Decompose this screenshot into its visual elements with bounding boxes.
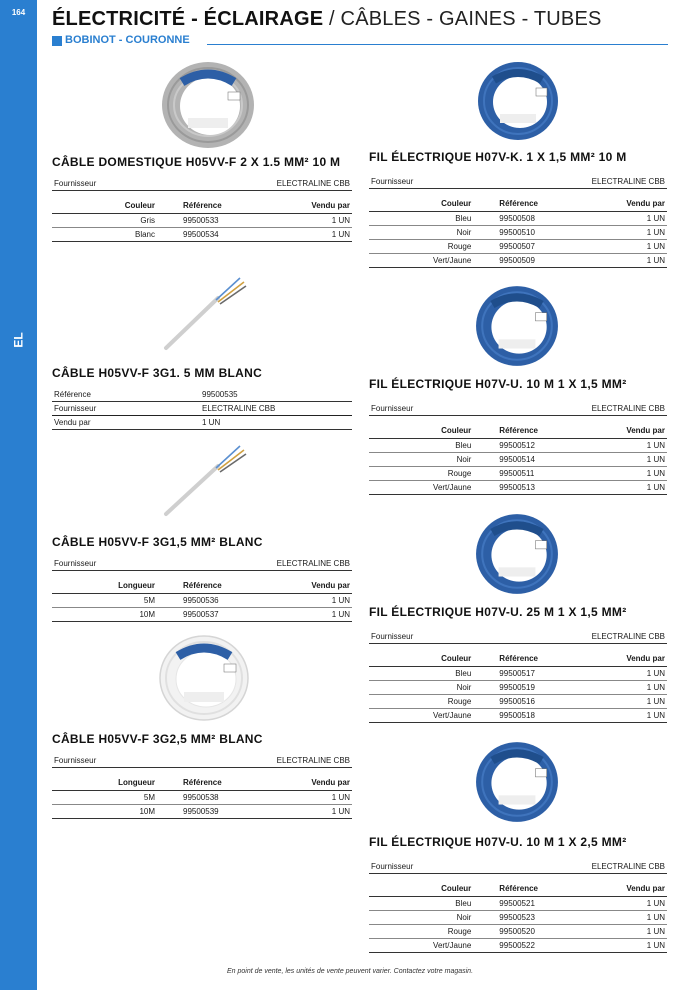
- product-table: [369, 652, 667, 723]
- supplier-label: Fournisseur: [54, 404, 97, 413]
- product-block-1: [52, 155, 352, 242]
- col-header: Vendu par: [592, 424, 667, 438]
- table-cell: Gris: [52, 213, 157, 227]
- supplier-label: Fournisseur: [54, 756, 97, 765]
- sold-by-row: [52, 416, 352, 430]
- table-cell: 1 UN: [277, 607, 352, 621]
- col-header: Vendu par: [592, 882, 667, 896]
- col-header: Référence: [157, 776, 277, 790]
- side-tag: EL: [11, 332, 26, 348]
- table-row: [52, 790, 352, 804]
- table-cell: 99500516: [473, 694, 592, 708]
- table-cell: 1 UN: [592, 452, 667, 466]
- table-cell: 1 UN: [592, 480, 667, 494]
- product-block-6: [369, 377, 667, 495]
- product-title: CÂBLE H05VV-F 3G1,5 MM² BLANC: [52, 535, 263, 549]
- product-block-5: [369, 150, 667, 268]
- table-row: [369, 225, 667, 239]
- page-number: 164: [11, 8, 26, 17]
- supplier-value: ELECTRALINE CBB: [202, 404, 276, 413]
- table-cell: 5M: [52, 593, 157, 607]
- table-cell: 99500508: [473, 211, 592, 225]
- col-header: Couleur: [52, 199, 157, 213]
- table-cell: 1 UN: [592, 708, 667, 722]
- table-cell: 1 UN: [592, 680, 667, 694]
- col-header: Vendu par: [592, 652, 667, 666]
- table-cell: Bleu: [369, 666, 473, 680]
- product-table: [369, 882, 667, 953]
- table-cell: Noir: [369, 910, 473, 924]
- blue-coil-image: [474, 740, 560, 824]
- col-header: Vendu par: [277, 199, 352, 213]
- table-cell: 99500513: [473, 480, 592, 494]
- table-row: [369, 253, 667, 267]
- table-row: [369, 708, 667, 722]
- page-title: [52, 8, 602, 31]
- table-header-row: [369, 197, 667, 211]
- sold-by-label: Vendu par: [54, 418, 91, 427]
- sold-by-value: 1 UN: [202, 418, 221, 427]
- product-title: FIL ÉLECTRIQUE H07V-U. 25 M 1 X 1,5 MM²: [369, 605, 627, 619]
- product-table: [52, 776, 352, 819]
- table-cell: 99500533: [157, 213, 277, 227]
- supplier-row: [52, 402, 352, 416]
- col-header: Référence: [473, 197, 592, 211]
- table-row: [369, 938, 667, 952]
- supplier-value: ELECTRALINE CBB: [591, 404, 665, 413]
- supplier-row: [369, 860, 667, 874]
- table-row: [52, 804, 352, 818]
- table-row: [369, 438, 667, 452]
- table-cell: 1 UN: [592, 466, 667, 480]
- table-row: [369, 480, 667, 494]
- table-cell: 99500538: [157, 790, 277, 804]
- table-cell: Blanc: [52, 227, 157, 241]
- supplier-row: [52, 754, 352, 768]
- product-title: FIL ÉLECTRIQUE H07V-U. 10 M 1 X 2,5 MM²: [369, 835, 627, 849]
- grey-coil-image: [160, 60, 256, 150]
- table-cell: Rouge: [369, 694, 473, 708]
- supplier-label: Fournisseur: [371, 632, 414, 641]
- table-row: [369, 239, 667, 253]
- reference-value: 99500535: [202, 390, 238, 399]
- supplier-row: [369, 402, 667, 416]
- supplier-label: Fournisseur: [371, 862, 414, 871]
- table-cell: 99500536: [157, 593, 277, 607]
- product-title: FIL ÉLECTRIQUE H07V-U. 10 M 1 X 1,5 MM²: [369, 377, 627, 391]
- supplier-value: ELECTRALINE CBB: [276, 179, 350, 188]
- table-row: [369, 466, 667, 480]
- reference-row: [52, 388, 352, 402]
- table-row: [369, 896, 667, 910]
- table-cell: 1 UN: [592, 666, 667, 680]
- page-title-sub: / CÂBLES - GAINES - TUBES: [323, 8, 602, 30]
- table-cell: 1 UN: [592, 239, 667, 253]
- table-cell: 99500522: [473, 938, 592, 952]
- table-cell: 1 UN: [277, 227, 352, 241]
- table-row: [369, 680, 667, 694]
- table-cell: Vert/Jaune: [369, 938, 473, 952]
- table-row: [369, 694, 667, 708]
- col-header: Vendu par: [277, 776, 352, 790]
- product-block-8: [369, 835, 667, 953]
- section-label: BOBINOT - COURONNE: [65, 34, 190, 46]
- table-row: [52, 227, 352, 241]
- table-row: [52, 213, 352, 227]
- table-cell: Rouge: [369, 924, 473, 938]
- col-header: Couleur: [369, 424, 473, 438]
- table-cell: 1 UN: [592, 910, 667, 924]
- product-block-2: [52, 366, 352, 430]
- table-cell: Bleu: [369, 438, 473, 452]
- product-title: CÂBLE H05VV-F 3G1. 5 MM BLANC: [52, 366, 263, 380]
- table-cell: 1 UN: [592, 225, 667, 239]
- supplier-value: ELECTRALINE CBB: [276, 756, 350, 765]
- product-title: CÂBLE H05VV-F 3G2,5 MM² BLANC: [52, 732, 263, 746]
- product-table: [52, 199, 352, 242]
- table-cell: 1 UN: [277, 593, 352, 607]
- supplier-label: Fournisseur: [54, 179, 97, 188]
- col-header: Référence: [157, 199, 277, 213]
- table-row: [369, 666, 667, 680]
- footnote: En point de vente, les unités de vente peuvent varier. Contactez votre magasin.: [226, 968, 474, 975]
- wire-image: [160, 272, 250, 352]
- blue-coil-image: [474, 512, 560, 596]
- table-cell: 99500523: [473, 910, 592, 924]
- col-header: Référence: [473, 424, 592, 438]
- product-block-7: [369, 605, 667, 723]
- table-row: [369, 910, 667, 924]
- table-cell: 99500509: [473, 253, 592, 267]
- reference-label: Référence: [54, 390, 91, 399]
- table-cell: 1 UN: [592, 253, 667, 267]
- table-cell: Bleu: [369, 896, 473, 910]
- table-cell: Vert/Jaune: [369, 480, 473, 494]
- section-square-icon: [52, 36, 62, 46]
- table-header-row: [369, 424, 667, 438]
- table-cell: Noir: [369, 225, 473, 239]
- supplier-row: [52, 177, 352, 191]
- table-cell: 10M: [52, 804, 157, 818]
- wire-image: [160, 440, 250, 518]
- supplier-value: ELECTRALINE CBB: [591, 632, 665, 641]
- table-cell: 99500512: [473, 438, 592, 452]
- table-cell: 99500510: [473, 225, 592, 239]
- table-row: [52, 607, 352, 621]
- table-cell: 99500537: [157, 607, 277, 621]
- table-cell: 5M: [52, 790, 157, 804]
- table-cell: 99500517: [473, 666, 592, 680]
- table-cell: 1 UN: [592, 438, 667, 452]
- product-table: [369, 197, 667, 268]
- table-cell: 1 UN: [592, 938, 667, 952]
- table-cell: Noir: [369, 452, 473, 466]
- product-title: CÂBLE DOMESTIQUE H05VV-F 2 X 1.5 MM² 10 M: [52, 155, 341, 169]
- blue-coil-image: [474, 284, 560, 368]
- table-cell: 99500539: [157, 804, 277, 818]
- supplier-label: Fournisseur: [371, 177, 414, 186]
- table-cell: 1 UN: [277, 804, 352, 818]
- blue-coil-image: [476, 60, 560, 142]
- table-cell: 1 UN: [592, 211, 667, 225]
- table-cell: 1 UN: [592, 694, 667, 708]
- section-rule: [207, 44, 668, 45]
- col-header: Référence: [473, 652, 592, 666]
- table-cell: 10M: [52, 607, 157, 621]
- table-cell: 99500507: [473, 239, 592, 253]
- white-coil-image: [158, 634, 250, 722]
- product-table: [52, 579, 352, 622]
- table-cell: 99500514: [473, 452, 592, 466]
- supplier-value: ELECTRALINE CBB: [591, 862, 665, 871]
- col-header: Longueur: [52, 776, 157, 790]
- table-cell: Vert/Jaune: [369, 253, 473, 267]
- table-cell: 99500521: [473, 896, 592, 910]
- col-header: Longueur: [52, 579, 157, 593]
- table-header-row: [52, 579, 352, 593]
- table-cell: 99500519: [473, 680, 592, 694]
- table-cell: Vert/Jaune: [369, 708, 473, 722]
- col-header: Vendu par: [277, 579, 352, 593]
- table-header-row: [369, 652, 667, 666]
- table-cell: 99500534: [157, 227, 277, 241]
- section-header: [52, 36, 668, 46]
- table-cell: 99500518: [473, 708, 592, 722]
- product-table: [369, 424, 667, 495]
- table-row: [52, 593, 352, 607]
- supplier-label: Fournisseur: [54, 559, 97, 568]
- table-row: [369, 211, 667, 225]
- supplier-row: [369, 175, 667, 189]
- table-header-row: [52, 776, 352, 790]
- col-header: Couleur: [369, 197, 473, 211]
- product-title: FIL ÉLECTRIQUE H07V-K. 1 X 1,5 MM² 10 M: [369, 150, 627, 164]
- supplier-value: ELECTRALINE CBB: [591, 177, 665, 186]
- table-row: [369, 924, 667, 938]
- table-header-row: [52, 199, 352, 213]
- product-block-4: [52, 732, 352, 819]
- col-header: Référence: [157, 579, 277, 593]
- table-cell: Bleu: [369, 211, 473, 225]
- table-cell: 99500511: [473, 466, 592, 480]
- table-cell: 99500520: [473, 924, 592, 938]
- supplier-row: [52, 557, 352, 571]
- table-cell: 1 UN: [277, 790, 352, 804]
- supplier-row: [369, 630, 667, 644]
- col-header: Couleur: [369, 652, 473, 666]
- col-header: Référence: [473, 882, 592, 896]
- table-cell: 1 UN: [592, 896, 667, 910]
- page-title-main: ÉLECTRICITÉ - ÉCLAIRAGE: [52, 8, 324, 30]
- side-bar: [0, 0, 37, 990]
- table-cell: Rouge: [369, 239, 473, 253]
- table-cell: Noir: [369, 680, 473, 694]
- table-cell: 1 UN: [277, 213, 352, 227]
- product-block-3: [52, 535, 352, 622]
- table-row: [369, 452, 667, 466]
- col-header: Vendu par: [592, 197, 667, 211]
- table-header-row: [369, 882, 667, 896]
- col-header: Couleur: [369, 882, 473, 896]
- table-cell: 1 UN: [592, 924, 667, 938]
- supplier-label: Fournisseur: [371, 404, 414, 413]
- table-cell: Rouge: [369, 466, 473, 480]
- supplier-value: ELECTRALINE CBB: [276, 559, 350, 568]
